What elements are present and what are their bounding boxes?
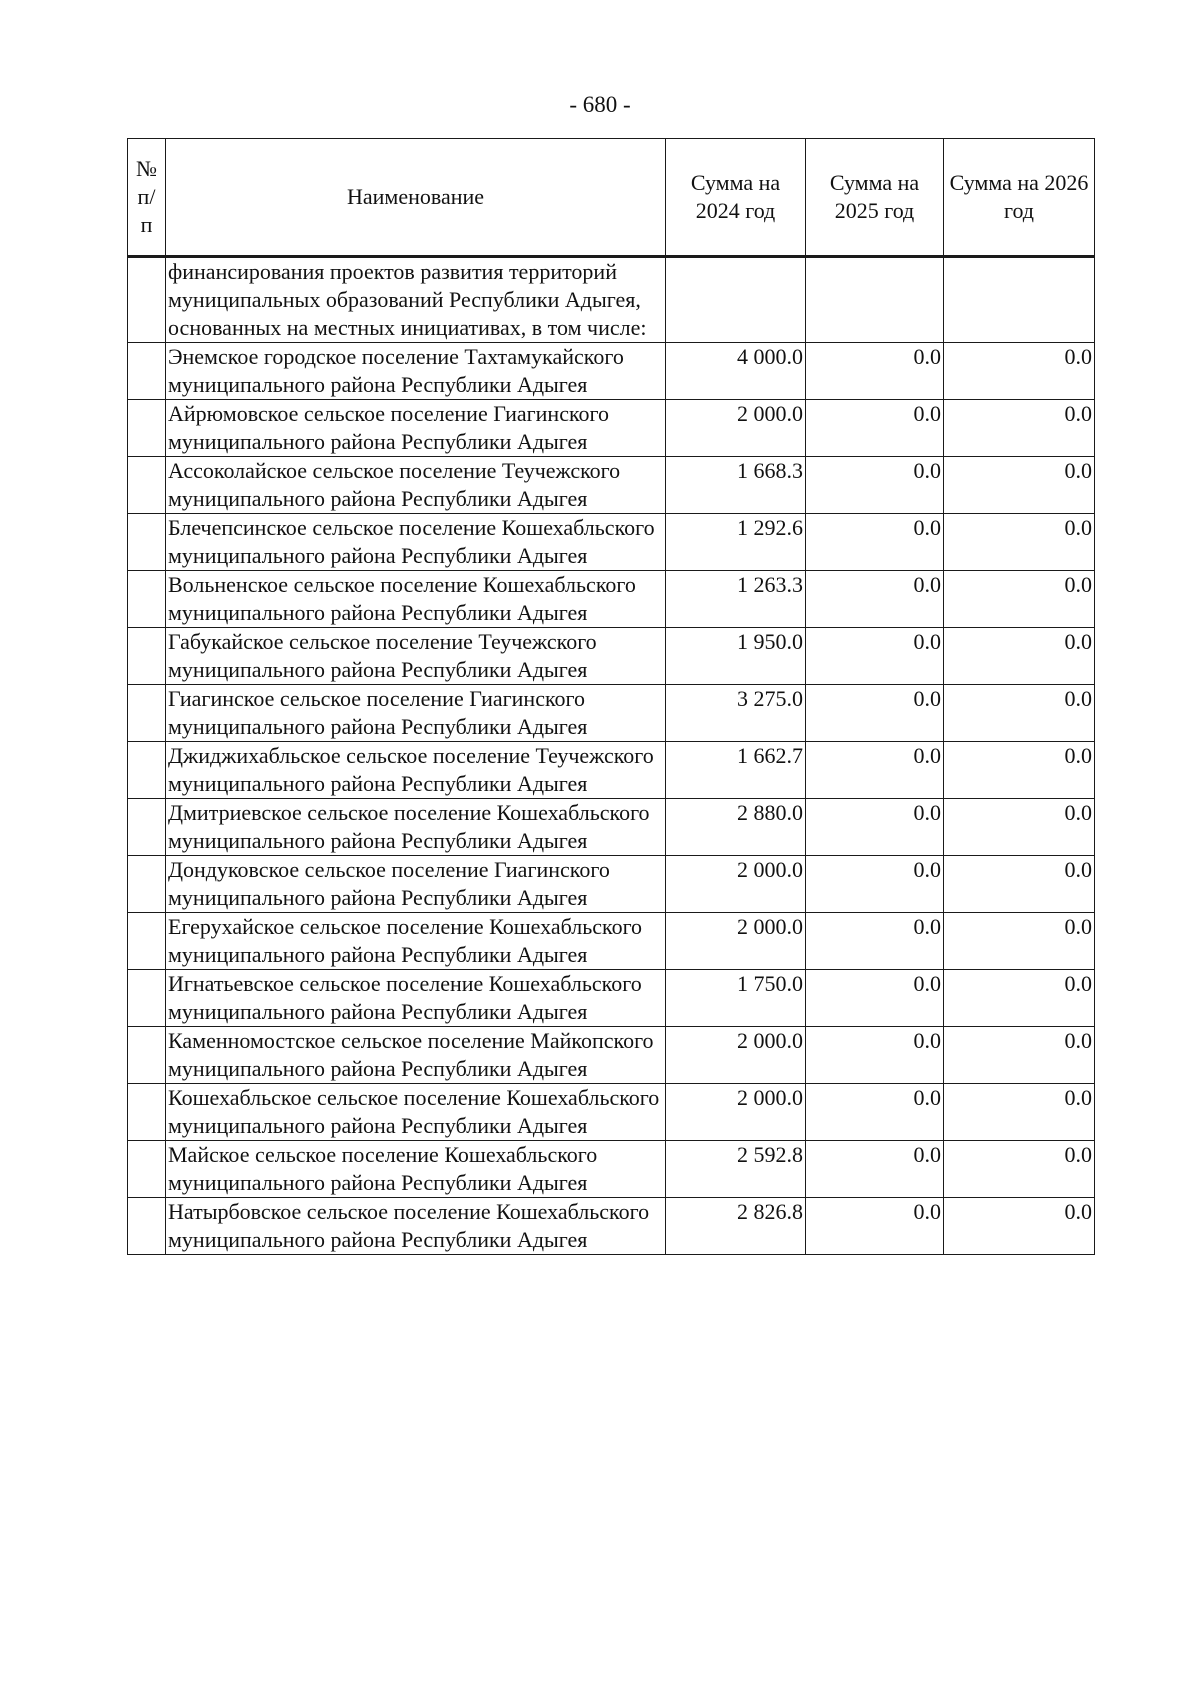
row-name-cell: Блечепсинское сельское поселение Кошехабльского муниципального района Республики Адыгея (166, 514, 666, 571)
table-row (128, 1141, 1095, 1198)
row-name-cell: Энемское городское поселение Тахтамукайского муниципального района Республики Адыгея (166, 343, 666, 400)
table-row (128, 628, 1095, 685)
table-row (128, 514, 1095, 571)
table-row (128, 400, 1095, 457)
row-2026-cell: 0.0 (944, 799, 1095, 856)
row-2026-cell: 0.0 (944, 457, 1095, 514)
row-2025-cell: 0.0 (806, 400, 944, 457)
row-2024-cell: 1 950.0 (666, 628, 806, 685)
row-2025-cell: 0.0 (806, 1198, 944, 1255)
row-number-cell (128, 628, 166, 685)
table-row (128, 1027, 1095, 1084)
row-2024-cell: 2 000.0 (666, 913, 806, 970)
row-name-cell: Дмитриевское сельское поселение Кошехабльского муниципального района Республики Адыгея (166, 799, 666, 856)
row-name-cell: Майское сельское поселение Кошехабльского муниципального района Республики Адыгея (166, 1141, 666, 1198)
table-row (128, 1198, 1095, 1255)
row-2024-cell: 2 826.8 (666, 1198, 806, 1255)
row-number-cell (128, 1027, 166, 1084)
header-2026: Сумма на 2026 год (944, 139, 1095, 257)
table-row (128, 1084, 1095, 1141)
row-2026-cell: 0.0 (944, 400, 1095, 457)
row-number-cell (128, 257, 166, 343)
header-2025: Сумма на 2025 год (806, 139, 944, 257)
table-row (128, 457, 1095, 514)
table-body (128, 257, 1095, 1255)
row-number-cell (128, 400, 166, 457)
row-number-cell (128, 514, 166, 571)
row-2026-cell (944, 257, 1095, 343)
row-name-cell: Игнатьевское сельское поселение Кошехабльского муниципального района Республики Адыгея (166, 970, 666, 1027)
row-2024-cell: 2 000.0 (666, 400, 806, 457)
row-name-cell: финансирования проектов развития территорий муниципальных образований Республики Адыгея, основанных на местных инициативах, в том числе: (166, 257, 666, 343)
row-2025-cell: 0.0 (806, 343, 944, 400)
row-2025-cell: 0.0 (806, 514, 944, 571)
row-2025-cell: 0.0 (806, 742, 944, 799)
row-name-cell: Егерухайское сельское поселение Кошехабльского муниципального района Республики Адыгея (166, 913, 666, 970)
row-name-cell: Ассоколайское сельское поселение Теучежского муниципального района Республики Адыгея (166, 457, 666, 514)
row-number-cell (128, 685, 166, 742)
row-number-cell (128, 1141, 166, 1198)
row-2026-cell: 0.0 (944, 1027, 1095, 1084)
table-row (128, 799, 1095, 856)
row-2024-cell: 1 668.3 (666, 457, 806, 514)
row-2024-cell: 1 750.0 (666, 970, 806, 1027)
header-name: Наименование (166, 139, 666, 257)
row-2025-cell: 0.0 (806, 571, 944, 628)
header-number: № п/п (128, 139, 166, 257)
row-2025-cell: 0.0 (806, 970, 944, 1027)
row-2026-cell: 0.0 (944, 1141, 1095, 1198)
table-row (128, 970, 1095, 1027)
row-2024-cell: 2 000.0 (666, 1027, 806, 1084)
row-name-cell: Вольненское сельское поселение Кошехабльского муниципального района Республики Адыгея (166, 571, 666, 628)
table-row (128, 856, 1095, 913)
row-2026-cell: 0.0 (944, 970, 1095, 1027)
row-2026-cell: 0.0 (944, 1084, 1095, 1141)
row-2024-cell: 1 263.3 (666, 571, 806, 628)
row-number-cell (128, 343, 166, 400)
row-2026-cell: 0.0 (944, 514, 1095, 571)
row-name-cell: Кошехабльское сельское поселение Кошехабльского муниципального района Республики Адыгея (166, 1084, 666, 1141)
table-row (128, 343, 1095, 400)
table-row (128, 571, 1095, 628)
header-2024: Сумма на 2024 год (666, 139, 806, 257)
row-2025-cell: 0.0 (806, 457, 944, 514)
row-2025-cell: 0.0 (806, 913, 944, 970)
row-2026-cell: 0.0 (944, 628, 1095, 685)
row-2026-cell: 0.0 (944, 685, 1095, 742)
table-row (128, 742, 1095, 799)
row-number-cell (128, 457, 166, 514)
row-2024-cell: 1 662.7 (666, 742, 806, 799)
row-2026-cell: 0.0 (944, 856, 1095, 913)
row-2025-cell (806, 257, 944, 343)
table-header (128, 139, 1095, 257)
row-2026-cell: 0.0 (944, 1198, 1095, 1255)
row-2025-cell: 0.0 (806, 856, 944, 913)
row-number-cell (128, 571, 166, 628)
row-number-cell (128, 1198, 166, 1255)
row-2026-cell: 0.0 (944, 343, 1095, 400)
row-2025-cell: 0.0 (806, 1027, 944, 1084)
row-2025-cell: 0.0 (806, 799, 944, 856)
row-2024-cell: 2 880.0 (666, 799, 806, 856)
row-name-cell: Каменномостское сельское поселение Майкопского муниципального района Республики Адыгея (166, 1027, 666, 1084)
row-number-cell (128, 970, 166, 1027)
row-2025-cell: 0.0 (806, 628, 944, 685)
row-2026-cell: 0.0 (944, 571, 1095, 628)
row-2024-cell (666, 257, 806, 343)
row-2024-cell: 1 292.6 (666, 514, 806, 571)
row-name-cell: Габукайское сельское поселение Теучежского муниципального района Республики Адыгея (166, 628, 666, 685)
table-row (128, 913, 1095, 970)
row-2024-cell: 4 000.0 (666, 343, 806, 400)
table-row (128, 685, 1095, 742)
row-number-cell (128, 799, 166, 856)
row-number-cell (128, 856, 166, 913)
table-row-intro (128, 257, 1095, 343)
row-name-cell: Натырбовское сельское поселение Кошехабльского муниципального района Республики Адыгея (166, 1198, 666, 1255)
page-number: - 680 - (569, 92, 631, 117)
row-name-cell: Гиагинское сельское поселение Гиагинского муниципального района Республики Адыгея (166, 685, 666, 742)
row-name-cell: Дондуковское сельское поселение Гиагинского муниципального района Республики Адыгея (166, 856, 666, 913)
row-2025-cell: 0.0 (806, 685, 944, 742)
row-2024-cell: 2 000.0 (666, 1084, 806, 1141)
row-number-cell (128, 1084, 166, 1141)
row-2026-cell: 0.0 (944, 742, 1095, 799)
row-2024-cell: 3 275.0 (666, 685, 806, 742)
row-2025-cell: 0.0 (806, 1084, 944, 1141)
row-2025-cell: 0.0 (806, 1141, 944, 1198)
row-2024-cell: 2 592.8 (666, 1141, 806, 1198)
row-name-cell: Айрюмовское сельское поселение Гиагинского муниципального района Республики Адыгея (166, 400, 666, 457)
row-2026-cell: 0.0 (944, 913, 1095, 970)
row-2024-cell: 2 000.0 (666, 856, 806, 913)
budget-table (127, 138, 1095, 1255)
row-number-cell (128, 742, 166, 799)
row-name-cell: Джиджихабльское сельское поселение Теучежского муниципального района Республики Адыгея (166, 742, 666, 799)
row-number-cell (128, 913, 166, 970)
